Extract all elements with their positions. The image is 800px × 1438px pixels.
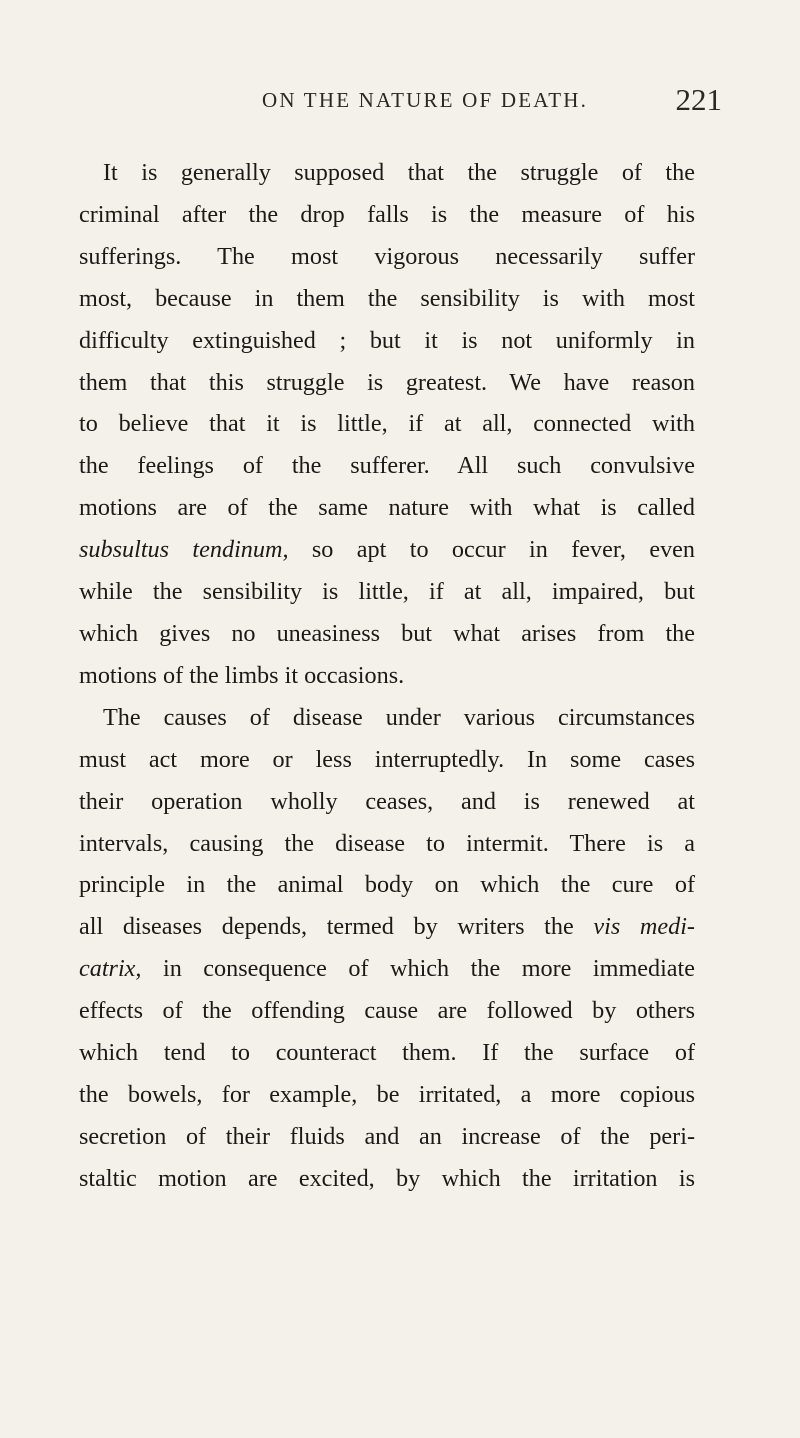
text-run: effects of the offending cause are followed by others	[79, 997, 695, 1025]
text-line	[79, 948, 695, 990]
text-run: difficulty extinguished ; but it is not uniformly in	[79, 326, 695, 354]
text-run: most, because in them the sensibility is with most	[79, 284, 695, 312]
text-line	[79, 613, 695, 655]
text-run: which gives no uneasiness but what arises from the	[79, 619, 695, 647]
text-line	[79, 194, 695, 236]
text-line	[79, 320, 695, 362]
text-run: them that this struggle is greatest. We have reason	[79, 368, 695, 396]
text-run: motions are of the same nature with what is called	[79, 494, 695, 522]
italic-text: catrix,	[79, 955, 142, 983]
text-run: so apt to occur in fever, even	[288, 536, 696, 564]
text-run: while the sensibility is little, if at all, impaired, but	[79, 578, 695, 606]
text-run: criminal after the drop falls is the measure of his	[79, 200, 695, 228]
text-line	[79, 655, 695, 697]
italic-text: subsultus tendinum,	[79, 536, 289, 564]
text-run: all diseases depends, termed by writers the	[79, 913, 594, 941]
text-run: It is generally supposed that the struggle of the	[103, 159, 695, 186]
text-run: in consequence of which the more immediate	[141, 955, 695, 983]
text-line	[79, 278, 695, 320]
text-line	[79, 906, 695, 948]
text-run: intervals, causing the disease to intermit. There is a	[79, 829, 695, 857]
text-run: motions of the limbs it occasions.	[79, 661, 405, 689]
text-line	[79, 1158, 695, 1200]
text-line	[79, 990, 695, 1032]
text-line	[79, 236, 695, 278]
text-run: the bowels, for example, be irritated, a more copious	[79, 1080, 695, 1108]
text-line	[79, 823, 695, 865]
text-line	[79, 529, 695, 571]
text-line	[79, 864, 695, 906]
text-line	[79, 487, 695, 529]
text-run: their operation wholly ceases, and is renewed at	[79, 787, 695, 815]
text-run: to believe that it is little, if at all, connected with	[79, 410, 695, 438]
running-title: ON THE NATURE OF DEATH.	[262, 88, 589, 112]
text-line	[79, 403, 695, 445]
text-run: must act more or less interruptedly. In some cases	[79, 745, 695, 773]
text-run: the feelings of the sufferer. All such convulsive	[79, 452, 695, 480]
text-run: The causes of disease under various circumstances	[103, 703, 695, 731]
text-run: which tend to counteract them. If the surface of	[79, 1039, 695, 1067]
text-run: sufferings. The most vigorous necessarily suffer	[79, 242, 695, 270]
text-line	[79, 1116, 695, 1158]
running-head	[60, 82, 760, 128]
text-line	[79, 1074, 695, 1116]
body-text	[79, 152, 695, 1200]
text-line	[79, 152, 695, 194]
italic-text: vis medi-	[593, 913, 695, 941]
text-line	[79, 571, 695, 613]
text-line	[79, 781, 695, 823]
text-line	[79, 697, 695, 739]
text-line	[79, 739, 695, 781]
text-line	[79, 445, 695, 487]
page-number: 221	[675, 82, 722, 117]
text-run: principle in the animal body on which the cure of	[79, 871, 695, 899]
text-line	[79, 362, 695, 404]
text-line	[79, 1032, 695, 1074]
text-run: staltic motion are excited, by which the irritation is	[79, 1164, 695, 1192]
text-run: secretion of their fluids and an increase of the peri-	[79, 1122, 695, 1150]
